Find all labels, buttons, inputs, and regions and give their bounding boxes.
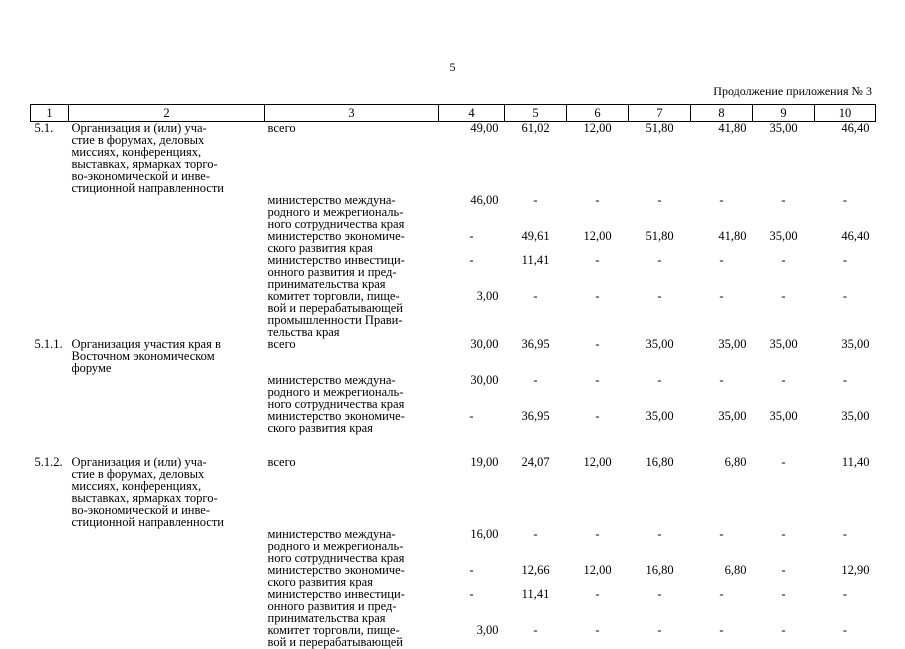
value-cell-col-8: 35,00 [718, 409, 747, 423]
value-cell-col-9: 35,00 [769, 337, 798, 351]
value-cell-col-8: - [719, 623, 724, 637]
value-cell-col-7: - [657, 253, 662, 267]
column-header-6: 6 [567, 105, 629, 122]
value-cell-col-9: 35,00 [769, 121, 798, 135]
item-number [31, 194, 69, 230]
executor-name: министерство междуна- родного и межрегиональ- ного сотрудничества края [267, 373, 405, 411]
value-cell-col-6: 12,00 [583, 455, 612, 469]
value-cell-col-4: - [469, 587, 474, 601]
value-cell-col-9: 35,00 [769, 409, 798, 423]
value-cell-col-5: - [533, 193, 538, 207]
column-header-10: 10 [815, 105, 876, 122]
value-cell-col-6: 12,00 [583, 229, 612, 243]
value-cell-col-7: 16,80 [645, 563, 674, 577]
value-cell-col-8: - [719, 253, 724, 267]
value-cell-col-6: - [595, 527, 600, 541]
column-header-2: 2 [69, 105, 265, 122]
value-cell-col-5: - [533, 289, 538, 303]
column-header-4: 4 [439, 105, 505, 122]
value-cell-col-7: 51,80 [645, 229, 674, 243]
item-description [69, 624, 265, 648]
value-cell-col-7: 35,00 [645, 337, 674, 351]
value-cell-col-10: - [842, 623, 848, 637]
value-cell-col-7: - [657, 373, 662, 387]
value-cell-col-5: - [533, 527, 538, 541]
value-cell-col-5: 24,07 [521, 455, 550, 469]
executor-name: министерство экономиче- ского развития края [267, 229, 405, 255]
item-description [69, 254, 265, 290]
column-header-1: 1 [31, 105, 69, 122]
value-cell-col-9: 35,00 [769, 229, 798, 243]
value-cell-col-10: 12,90 [841, 563, 870, 577]
value-cell-col-4: 49,00 [470, 121, 499, 135]
value-cell-col-4: 30,00 [470, 337, 499, 351]
table-row [31, 588, 876, 624]
executor-name: всего [267, 121, 296, 135]
executor-name: министерство экономиче- ского развития края [267, 563, 405, 589]
value-cell-col-10: - [842, 373, 848, 387]
value-cell-col-9: - [781, 455, 786, 469]
value-cell-col-4: - [469, 409, 474, 423]
table-row [31, 254, 876, 290]
value-cell-col-6: 12,00 [583, 563, 612, 577]
value-cell-col-5: 61,02 [521, 121, 550, 135]
value-cell-col-10: 11,40 [841, 455, 870, 469]
table-row [31, 122, 876, 195]
value-cell-col-6: - [595, 587, 600, 601]
value-cell-col-6: - [595, 337, 600, 351]
item-number [31, 410, 69, 434]
value-cell-col-7: - [657, 623, 662, 637]
page-number: 5 [449, 60, 456, 74]
value-cell-col-9: - [781, 253, 786, 267]
table-row [31, 564, 876, 588]
value-cell-col-9: - [781, 527, 786, 541]
value-cell-col-5: - [533, 373, 538, 387]
value-cell-col-8: - [719, 527, 724, 541]
value-cell-col-7: - [657, 193, 662, 207]
value-cell-col-4: - [469, 253, 474, 267]
item-description [69, 564, 265, 588]
item-number [31, 290, 69, 338]
value-cell-col-7: 35,00 [645, 409, 674, 423]
value-cell-col-10: - [842, 253, 848, 267]
value-cell-col-4: 3,00 [476, 623, 499, 637]
table-row [31, 194, 876, 230]
value-cell-col-4: - [469, 563, 474, 577]
value-cell-col-5: 36,95 [521, 409, 550, 423]
executor-name: министерство междуна- родного и межрегиональ- ного сотрудничества края [267, 193, 405, 231]
value-cell-col-7: - [657, 527, 662, 541]
item-number [31, 374, 69, 410]
item-number [31, 564, 69, 588]
value-cell-col-10: 46,40 [841, 121, 870, 135]
item-number [31, 230, 69, 254]
executor-name: всего [267, 455, 296, 469]
header-row [31, 105, 876, 122]
value-cell-col-10: 46,40 [841, 229, 870, 243]
value-cell-col-5: - [533, 623, 538, 637]
value-cell-col-4: 46,00 [470, 193, 499, 207]
column-header-8: 8 [691, 105, 753, 122]
item-number [31, 254, 69, 290]
value-cell-col-10: - [842, 527, 848, 541]
value-cell-col-9: - [781, 193, 786, 207]
column-header-7: 7 [629, 105, 691, 122]
table-row [31, 624, 876, 648]
budget-table [30, 104, 876, 648]
value-cell-col-8: 6,80 [724, 455, 747, 469]
executor-name: министерство междуна- родного и межрегиональ- ного сотрудничества края [267, 527, 405, 565]
value-cell-col-10: - [842, 587, 848, 601]
value-cell-col-10: 35,00 [841, 409, 870, 423]
spacer-row [31, 434, 876, 456]
item-description [69, 528, 265, 564]
value-cell-col-6: 12,00 [583, 121, 612, 135]
column-header-9: 9 [753, 105, 815, 122]
table-row [31, 290, 876, 338]
table-row [31, 374, 876, 410]
item-description: Организация участия края в Восточном экономическом форуме [71, 337, 221, 375]
executor-name: всего [267, 337, 296, 351]
item-number: 5.1.2. [34, 455, 63, 469]
table-row [31, 338, 876, 374]
value-cell-col-6: - [595, 373, 600, 387]
value-cell-col-9: - [781, 623, 786, 637]
value-cell-col-4: 16,00 [470, 527, 499, 541]
value-cell-col-9: - [781, 587, 786, 601]
value-cell-col-5: 11,41 [521, 587, 550, 601]
value-cell-col-10: - [842, 193, 848, 207]
value-cell-col-5: 49,61 [521, 229, 550, 243]
value-cell-col-4: 30,00 [470, 373, 499, 387]
table-body [31, 122, 876, 649]
value-cell-col-7: - [657, 587, 662, 601]
executor-name: министерство инвестици- онного развития и пред- принимательства края [267, 253, 405, 291]
value-cell-col-8: 41,80 [718, 229, 747, 243]
value-cell-col-8: - [719, 193, 724, 207]
value-cell-col-8: - [719, 373, 724, 387]
value-cell-col-8: 41,80 [718, 121, 747, 135]
executor-name: комитет торговли, пище- вой и перерабатывающей промышленности Прави- тельства края [267, 289, 403, 339]
item-description [69, 290, 265, 338]
item-number: 5.1.1. [34, 337, 63, 351]
item-description [69, 194, 265, 230]
item-description [69, 230, 265, 254]
value-cell-col-9: - [781, 563, 786, 577]
value-cell-col-5: 36,95 [521, 337, 550, 351]
value-cell-col-7: 51,80 [645, 121, 674, 135]
value-cell-col-8: 35,00 [718, 337, 747, 351]
value-cell-col-9: - [781, 373, 786, 387]
value-cell-col-10: 35,00 [841, 337, 870, 351]
table-row [31, 230, 876, 254]
item-number [31, 624, 69, 648]
item-description: Организация и (или) уча- стие в форумах, деловых миссиях, конференциях, выставках, ярмарках торго- во-экономической и инве- стиционной направленности [71, 121, 224, 195]
value-cell-col-6: - [595, 253, 600, 267]
item-description [69, 374, 265, 410]
executor-name: министерство инвестици- онного развития и пред- принимательства края [267, 587, 405, 625]
value-cell-col-4: 19,00 [470, 455, 499, 469]
value-cell-col-6: - [595, 409, 600, 423]
value-cell-col-5: 11,41 [521, 253, 550, 267]
value-cell-col-8: - [719, 587, 724, 601]
value-cell-col-6: - [595, 623, 600, 637]
value-cell-col-4: - [469, 229, 474, 243]
value-cell-col-6: - [595, 193, 600, 207]
value-cell-col-7: - [657, 289, 662, 303]
continuation-label: Продолжение приложения № 3 [713, 84, 872, 98]
value-cell-col-5: 12,66 [521, 563, 550, 577]
table-row [31, 410, 876, 434]
executor-name: министерство экономиче- ского развития края [267, 409, 405, 435]
spacer-cell [31, 434, 876, 456]
table-row [31, 456, 876, 528]
item-number: 5.1. [34, 121, 54, 135]
executor-name: комитет торговли, пище- вой и перерабатывающей [267, 623, 403, 649]
item-number [31, 588, 69, 624]
column-header-3: 3 [265, 105, 439, 122]
value-cell-col-8: - [719, 289, 724, 303]
item-description [69, 410, 265, 434]
value-cell-col-10: - [842, 289, 848, 303]
column-header-5: 5 [505, 105, 567, 122]
value-cell-col-8: 6,80 [724, 563, 747, 577]
value-cell-col-9: - [781, 289, 786, 303]
value-cell-col-4: 3,00 [476, 289, 499, 303]
item-description [69, 588, 265, 624]
item-number [31, 528, 69, 564]
item-description: Организация и (или) уча- стие в форумах, деловых миссиях, конференциях, выставках, ярмарках торго- во-экономической и инве- стиционной направленности [71, 455, 224, 529]
value-cell-col-7: 16,80 [645, 455, 674, 469]
table-row [31, 528, 876, 564]
value-cell-col-6: - [595, 289, 600, 303]
